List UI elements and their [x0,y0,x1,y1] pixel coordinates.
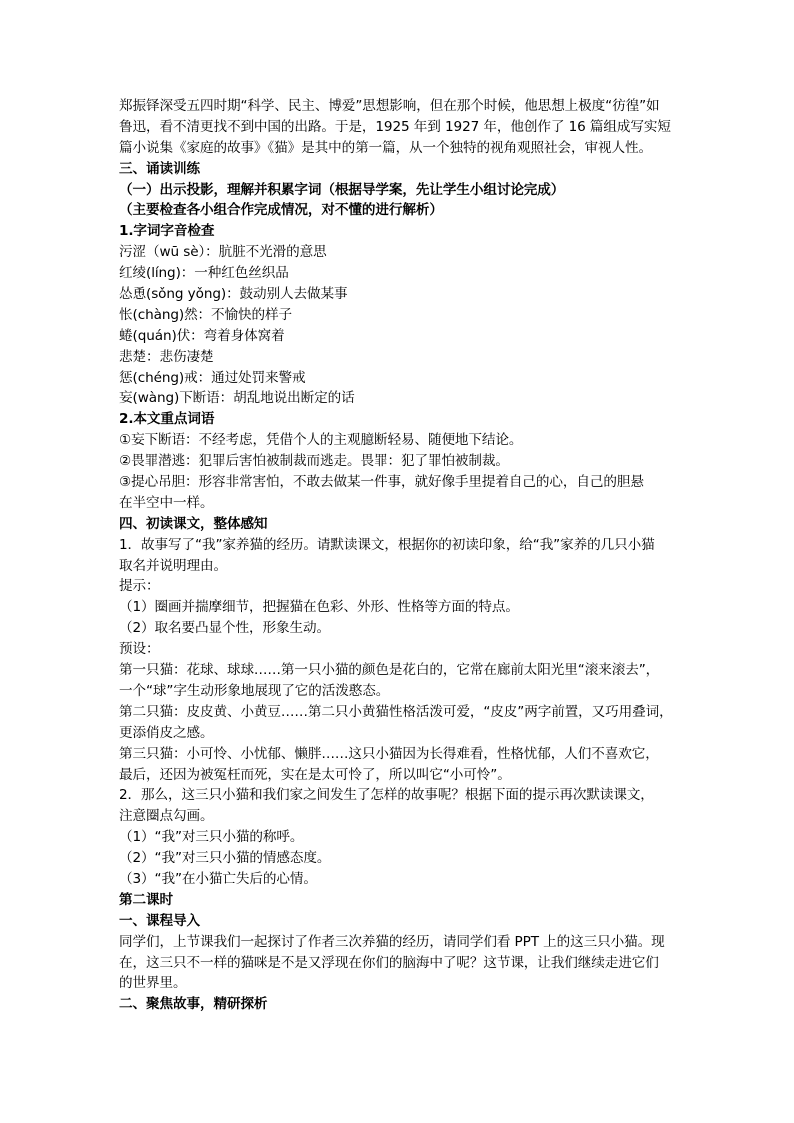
text-line: 污涩（wū sè）：肮脏不光滑的意思 [119,244,327,261]
text-line: 最后，还因为被冤枉而死，实在是太可怜了，所以叫它“小可怜”。 [119,766,511,783]
text-line: 红绫(líng)：一种红色丝织品 [119,265,289,282]
text-line: 1．故事写了“我”家养猫的经历。请默读课文，根据你的初读印象，给“我”家养的几只小猫 [119,536,655,553]
text-line: 第三只猫：小可怜、小忧郁、懒胖……这只小猫因为长得难看，性格忧郁，人们不喜欢它， [119,745,659,762]
text-line: 取名并说明理由。 [119,557,227,574]
text-line: 蜷(quán)伏：弯着身体窝着 [119,327,285,344]
text-line: 在，这三只不一样的猫咪是不是又浮现在你们的脑海中了呢？这节课，让我们继续走进它们 [119,954,659,971]
text-line: 篇小说集《家庭的故事》《猫》是其中的第一篇，从一个独特的视角观照社会，审视人性。 [119,139,652,156]
text-line: （3）“我”在小猫亡失后的心情。 [119,870,317,887]
text-line: （2）取名要凸显个性，形象生动。 [119,620,330,637]
text-line: （1）“我”对三只小猫的称呼。 [119,829,304,846]
section-heading: 第二课时 [119,891,173,908]
text-line: 第一只猫：花球、球球……第一只小猫的颜色是花白的，它常在廊前太阳光里“滚来滚去”， [119,662,660,679]
section-heading: 2.本文重点词语 [119,411,215,428]
text-line: ③提心吊胆：形容非常害怕，不敢去做某一件事，就好像手里提着自己的心，自己的胆悬 [119,474,644,491]
text-line: 妄(wàng)下断语：胡乱地说出断定的话 [119,390,355,407]
text-line: （1）圈画并揣摩细节，把握猫在色彩、外形、性格等方面的特点。 [119,599,519,616]
text-line: 提示： [119,578,160,595]
section-heading: 一、课程导入 [119,912,200,929]
text-line: ①妄下断语：不经考虑，凭借个人的主观臆断轻易、随便地下结论。 [119,432,523,449]
text-line: 惩(chéng)戒：通过处罚来警戒 [119,369,306,386]
text-line: 同学们，上节课我们一起探讨了作者三次养猫的经历，请同学们看 PPT 上的这三只小猫。现 [119,933,665,950]
text-line: 更添俏皮之感。 [119,724,214,741]
text-line: 悲楚：悲伤凄楚 [119,348,214,365]
text-line: 郑振铎深受五四时期“科学、民主、博爱”思想影响，但在那个时候，他思想上极度“彷徨”如 [119,98,660,114]
section-heading: 三、诵读训练 [119,160,200,177]
text-line: 一个“球”字生动形象地展现了它的活泼憨态。 [119,682,390,699]
text-line: 第二只猫：皮皮黄、小黄豆……第二只小黄猫性格活泼可爱，“皮皮”两字前置，又巧用叠词， [119,703,673,720]
section-heading: （主要检查各小组合作完成情况，对不懂的进行解析） [119,202,443,219]
text-line: 2．那么，这三只小猫和我们家之间发生了怎样的故事呢？根据下面的提示再次默读课文， [119,787,654,804]
text-line: 怅(chàng)然：不愉快的样子 [119,306,293,323]
document-page [119,96,687,1015]
text-line: （2）“我”对三只小猫的情感态度。 [119,850,331,867]
text-line: 注意圈点勾画。 [119,808,214,825]
text-line: 怂恿(sǒng yǒng)：鼓动别人去做某事 [119,286,348,303]
text-line: 鲁迅，看不清更找不到中国的出路。于是，1925 年到 1927 年，他创作了 16 篇组成写实短 [119,118,671,135]
text-line: ②畏罪潜逃：犯罪后害怕被制裁而逃走。畏罪：犯了罪怕被制裁。 [119,453,509,470]
section-heading: 二、聚焦故事，精研探析 [119,996,268,1013]
section-heading: （一）出示投影，理解并积累字词（根据导学案，先让学生小组讨论完成） [119,181,565,198]
text-line: 在半空中一样。 [119,494,214,511]
section-heading: 1.字词字音检查 [119,223,215,240]
text-line: 预设： [119,641,160,658]
text-line: 的世界里。 [119,975,187,992]
section-heading: 四、初读课文，整体感知 [119,515,268,532]
